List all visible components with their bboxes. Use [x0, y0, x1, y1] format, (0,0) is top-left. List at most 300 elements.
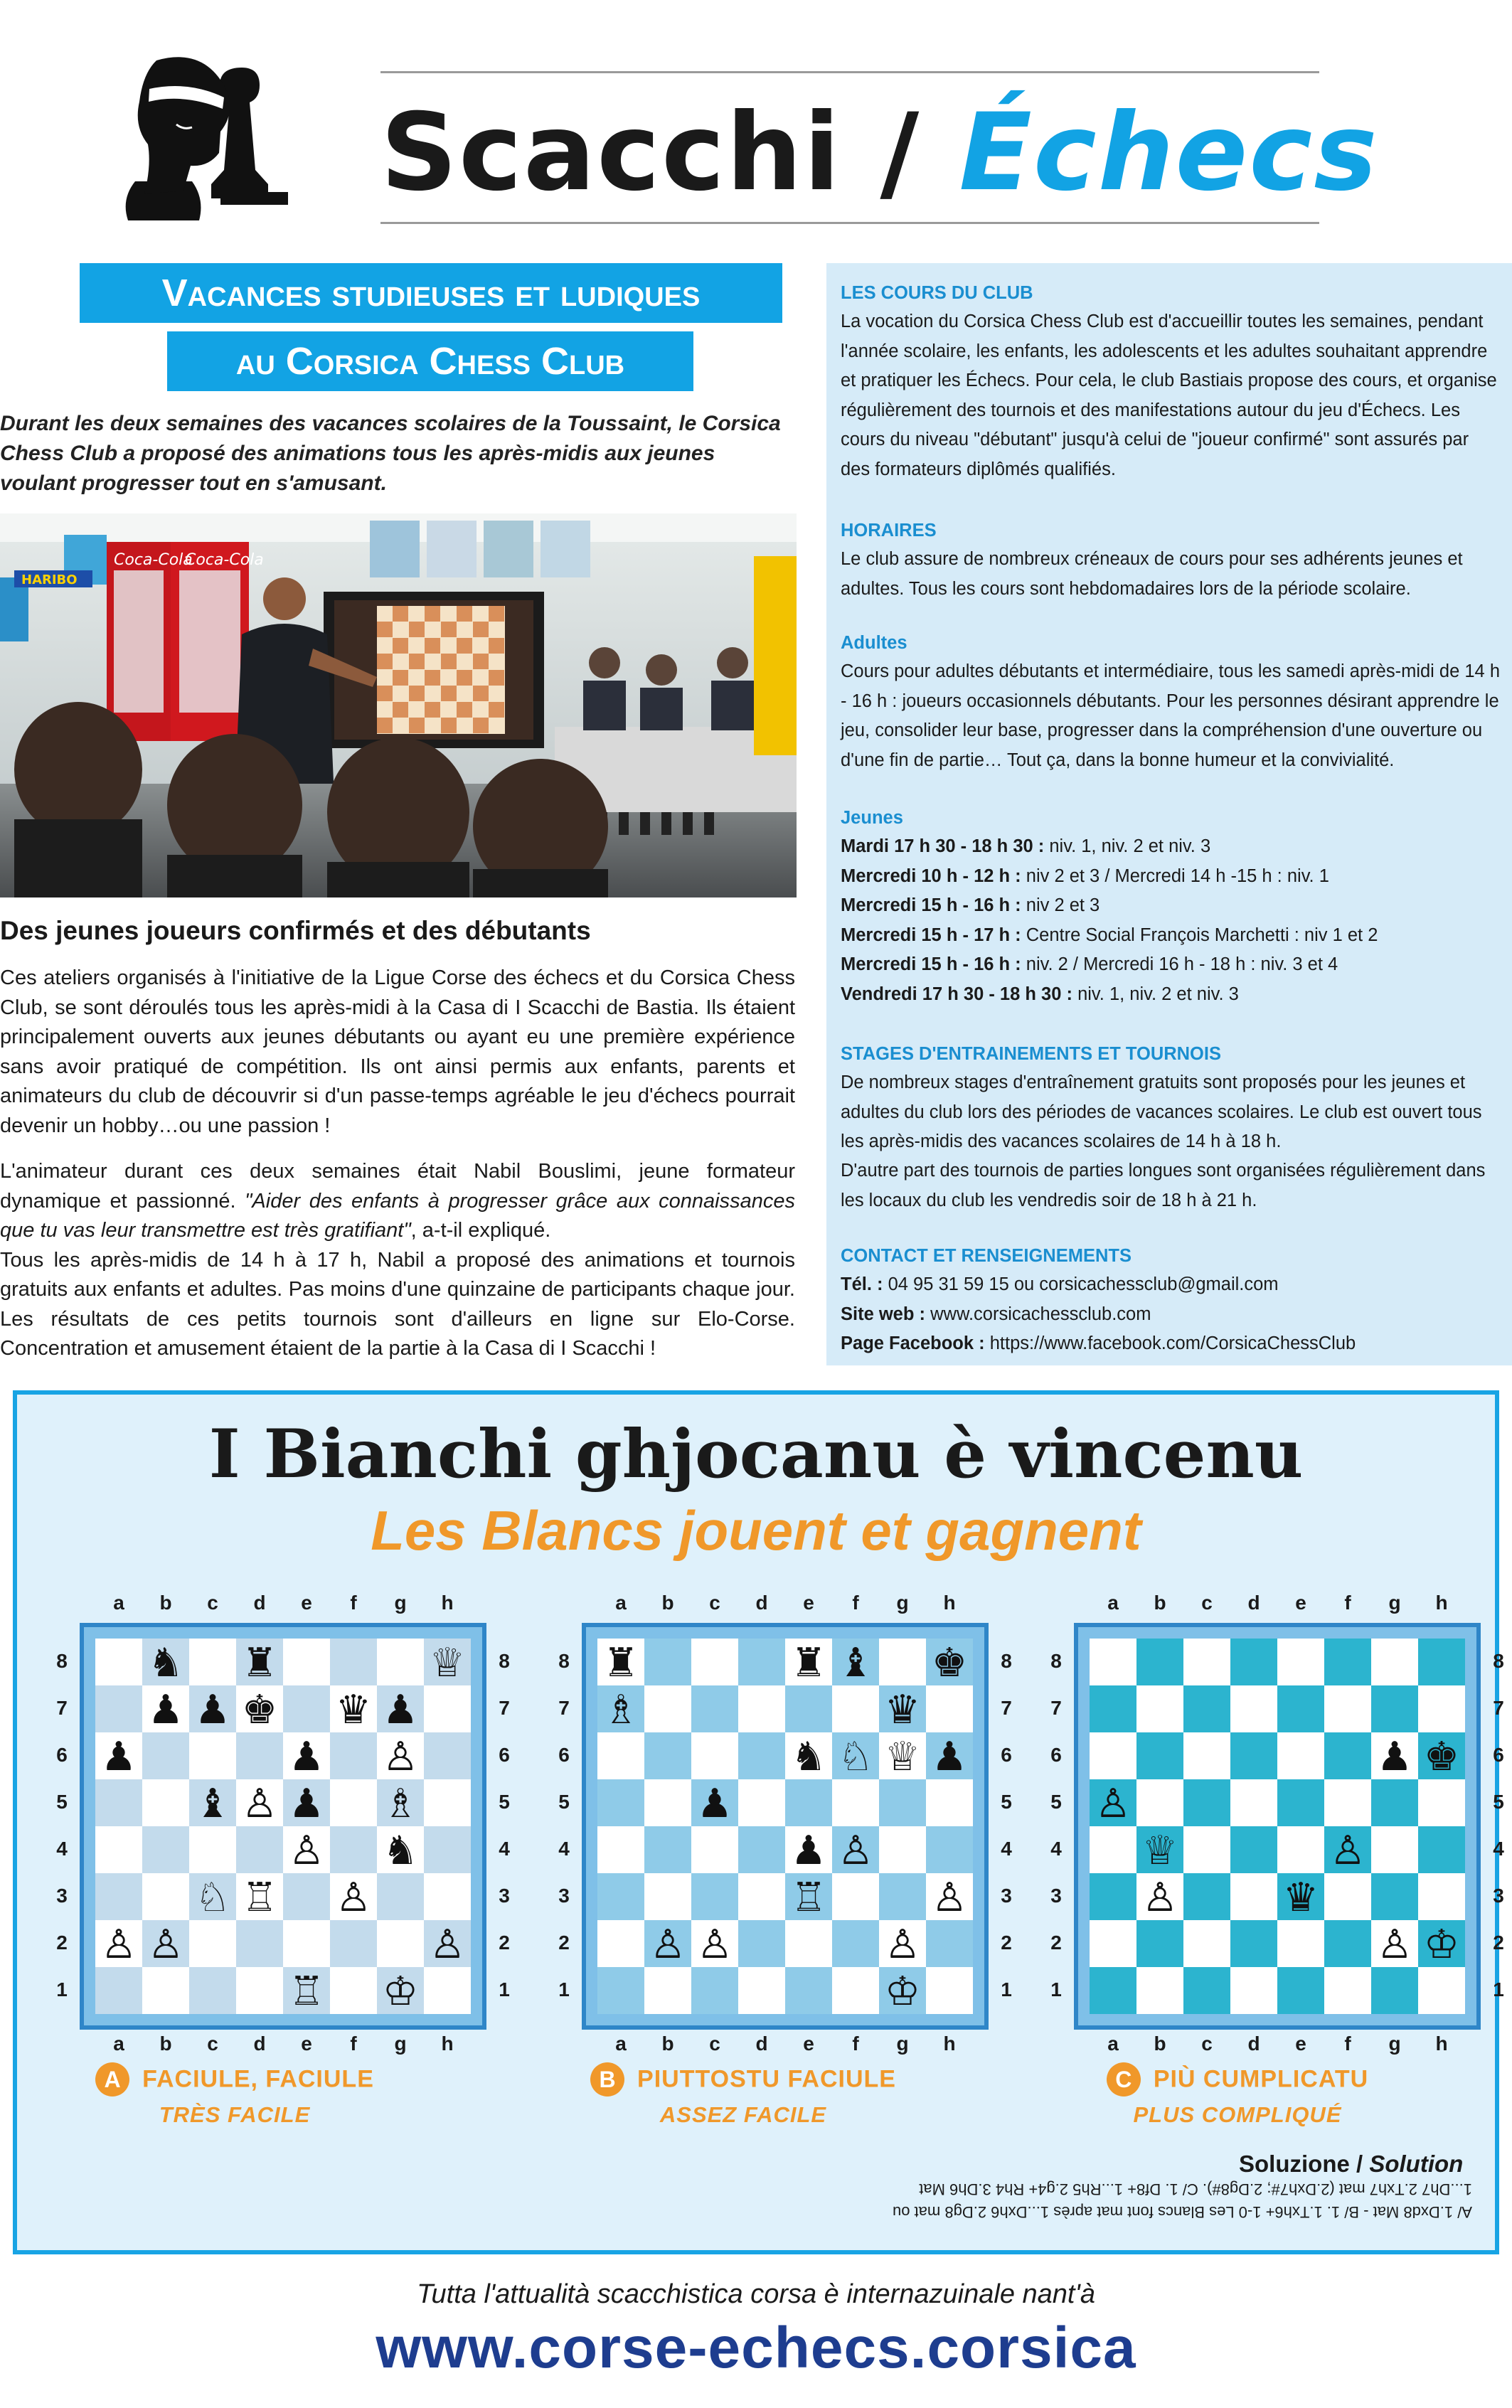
puzzle-caption-c [1088, 2062, 1387, 2128]
board-square[interactable] [1277, 1779, 1324, 1826]
white-queen-icon[interactable]: ♕ [884, 1733, 921, 1780]
board-square[interactable] [95, 1685, 142, 1732]
black-pawn-icon[interactable]: ♟ [288, 1733, 325, 1780]
board-square[interactable] [95, 1639, 142, 1685]
board-square[interactable] [95, 1779, 142, 1826]
board-square[interactable] [1090, 1826, 1136, 1873]
horaires-title: HORAIRES [841, 521, 937, 540]
board-square[interactable] [189, 1967, 236, 2014]
board-square[interactable] [1183, 1920, 1230, 1967]
rank-label: 8 [558, 1650, 570, 1672]
board-square[interactable] [1136, 1967, 1183, 2014]
board-square[interactable] [142, 1967, 189, 2014]
black-rook-icon[interactable]: ♜ [790, 1639, 827, 1686]
schedule-row [841, 862, 1502, 892]
black-rook-icon[interactable]: ♜ [241, 1639, 278, 1686]
rank-label: 4 [1001, 1838, 1012, 1860]
page-title [380, 91, 1379, 215]
white-king-icon[interactable]: ♔ [1423, 1921, 1460, 1968]
jeunes-title: Jeunes [841, 808, 903, 828]
board-square[interactable] [236, 1732, 283, 1779]
board-square[interactable] [424, 1826, 471, 1873]
black-pawn-icon[interactable]: ♟ [790, 1827, 827, 1874]
white-pawn-icon[interactable]: ♙ [1329, 1827, 1366, 1874]
black-knight-icon[interactable]: ♞ [790, 1733, 827, 1780]
black-queen-icon[interactable]: ♛ [884, 1686, 921, 1733]
rank-label: 5 [1493, 1791, 1504, 1813]
board-square[interactable] [1418, 1967, 1465, 2014]
white-pawn-icon[interactable]: ♙ [382, 1733, 419, 1780]
file-label: c [1201, 1592, 1213, 1614]
file-label: f [1344, 2033, 1351, 2055]
club-photo [0, 513, 797, 897]
file-label: h [1435, 2033, 1448, 2055]
board-square[interactable] [597, 1920, 644, 1967]
rank-label: 3 [1001, 1885, 1012, 1907]
board-square[interactable] [1183, 1873, 1230, 1920]
board-square[interactable] [283, 1685, 330, 1732]
black-bishop-icon[interactable]: ♝ [837, 1639, 874, 1686]
board-square[interactable] [1277, 1732, 1324, 1779]
white-knight-icon[interactable]: ♘ [194, 1874, 231, 1921]
rank-label: 3 [499, 1885, 510, 1907]
board-square[interactable] [832, 1873, 879, 1920]
black-knight-icon[interactable]: ♞ [382, 1827, 419, 1874]
file-label: b [661, 1592, 674, 1614]
file-label: g [896, 2033, 909, 2055]
jeunes-schedule [841, 832, 1502, 1009]
board-square[interactable] [236, 1826, 283, 1873]
board-square[interactable] [1136, 1732, 1183, 1779]
stages-title: STAGES D'ENTRAINEMENTS ET TOURNOIS [841, 1044, 1221, 1064]
file-label: g [394, 2033, 407, 2055]
board-square[interactable] [1183, 1826, 1230, 1873]
contact-website[interactable] [841, 1300, 1502, 1330]
file-label: f [852, 1592, 859, 1614]
board-square[interactable] [189, 1920, 236, 1967]
board-square[interactable] [1418, 1779, 1465, 1826]
board-square[interactable] [1277, 1685, 1324, 1732]
board-square[interactable] [1230, 1732, 1277, 1779]
board-square[interactable] [691, 1732, 738, 1779]
schedule-row [841, 921, 1502, 951]
header-rule-bottom [380, 222, 1319, 224]
board-square[interactable] [1230, 1779, 1277, 1826]
file-label: h [943, 1592, 956, 1614]
white-pawn-icon[interactable]: ♙ [147, 1921, 184, 1968]
rank-label: 2 [1050, 1932, 1062, 1954]
file-label: b [1154, 2033, 1166, 2055]
rank-label: 6 [56, 1744, 68, 1766]
board-square[interactable] [832, 1779, 879, 1826]
rank-label: 2 [1493, 1932, 1504, 1954]
white-pawn-icon[interactable]: ♙ [100, 1921, 137, 1968]
board-square[interactable] [330, 1639, 377, 1685]
file-label: a [113, 1592, 124, 1614]
board-square[interactable] [283, 1873, 330, 1920]
rank-label: 1 [1001, 1978, 1012, 2001]
puzzle-label-c: PIÙ CUMPLICATU [1153, 2065, 1369, 2093]
article-paragraph-1: Ces ateliers organisés à l'initiative de la Ligue Corse des échecs et du Corsica Chess Club, se sont déroulés tous les après-midi à la Casa di I Scacchi de Bastia. Ils étaient principalement ouverts aux jeunes débutants ou ayant eu une première expérience sans avoir pratiqué de compétition. Ils ont ainsi permis aux enfants, parents et animateurs du club de découvrir si d'un passe-temps agréable le jeu d'échecs pourrait devenir un hobby…ou une passion ! [0, 966, 795, 1137]
schedule-row [841, 980, 1502, 1010]
tel-label: Tél. : [841, 1274, 883, 1294]
white-rook-icon[interactable]: ♖ [790, 1874, 827, 1921]
board-square[interactable] [1230, 1826, 1277, 1873]
board-square[interactable] [1324, 1732, 1371, 1779]
board-square[interactable] [330, 1779, 377, 1826]
banner-line2-text: au Corsica Chess Club [235, 340, 625, 383]
board-square[interactable] [1090, 1685, 1136, 1732]
board-square[interactable] [691, 1826, 738, 1873]
p2-quote: "Aider des enfants à progresser grâce aux connaissances que tu vas leur transmettre est très gratifiant" [0, 1189, 796, 1242]
rank-label: 8 [499, 1650, 510, 1672]
rank-label: 7 [1001, 1697, 1012, 1719]
board-square[interactable] [644, 1779, 691, 1826]
board-square[interactable] [597, 1732, 644, 1779]
board-square[interactable] [879, 1826, 926, 1873]
board-square[interactable] [691, 1639, 738, 1685]
schedule-row [841, 891, 1502, 921]
board-square[interactable] [738, 1873, 785, 1920]
white-king-icon[interactable]: ♔ [382, 1968, 419, 2015]
board-square[interactable] [1418, 1639, 1465, 1685]
file-label: b [1154, 1592, 1166, 1614]
board-square[interactable] [1371, 1826, 1418, 1873]
white-pawn-icon[interactable]: ♙ [288, 1827, 325, 1874]
solution-title-fr: Solution [1369, 2151, 1464, 2177]
board-square[interactable] [1371, 1873, 1418, 1920]
board-square[interactable] [1090, 1639, 1136, 1685]
board-square[interactable] [424, 1779, 471, 1826]
white-pawn-icon[interactable]: ♙ [884, 1921, 921, 1968]
board-square[interactable] [283, 1920, 330, 1967]
white-pawn-icon[interactable]: ♙ [241, 1780, 278, 1827]
board-square[interactable] [1371, 1967, 1418, 2014]
board-square[interactable] [738, 1920, 785, 1967]
board-square[interactable] [738, 1732, 785, 1779]
black-pawn-icon[interactable]: ♟ [100, 1733, 137, 1780]
file-label: e [1295, 2033, 1306, 2055]
rank-label: 4 [56, 1838, 68, 1860]
board-square[interactable] [330, 1967, 377, 2014]
file-label: g [394, 1592, 407, 1614]
board-square[interactable] [1324, 1967, 1371, 2014]
board-square[interactable] [738, 1826, 785, 1873]
board-square[interactable] [1230, 1967, 1277, 2014]
board-square[interactable] [424, 1873, 471, 1920]
board-square[interactable] [424, 1732, 471, 1779]
board-square[interactable] [644, 1639, 691, 1685]
white-rook-icon[interactable]: ♖ [241, 1874, 278, 1921]
rank-label: 1 [558, 1978, 570, 2001]
article-intro: Durant les deux semaines des vacances scolaires de la Toussaint, le Corsica Chess Club a proposé des animations tous les après-midis aux jeunes voulant progresser tout en s'amusant. [0, 412, 781, 495]
black-rook-icon[interactable]: ♜ [602, 1639, 639, 1686]
black-pawn-icon[interactable]: ♟ [194, 1686, 231, 1733]
white-queen-icon[interactable]: ♕ [1141, 1827, 1178, 1874]
file-label: h [441, 1592, 454, 1614]
board-square[interactable] [1230, 1639, 1277, 1685]
board-square[interactable] [597, 1779, 644, 1826]
board-square[interactable] [1183, 1685, 1230, 1732]
board-square[interactable] [926, 1967, 973, 2014]
rank-label: 7 [499, 1697, 510, 1719]
board-square[interactable] [1418, 1826, 1465, 1873]
footer-url-link[interactable]: www.corse-echecs.corsica [376, 2316, 1136, 2380]
contact-title: CONTACT ET RENSEIGNEMENTS [841, 1246, 1132, 1266]
rank-label: 5 [1001, 1791, 1012, 1813]
file-label: e [803, 1592, 814, 1614]
board-square[interactable] [785, 1967, 832, 2014]
file-label: d [1247, 1592, 1260, 1614]
black-queen-icon[interactable]: ♛ [1282, 1874, 1319, 1921]
article-paragraph-2 [0, 1157, 795, 1364]
chessboard-b [582, 1623, 989, 2030]
board-square[interactable] [738, 1967, 785, 2014]
file-label: f [350, 1592, 357, 1614]
board-square[interactable] [1136, 1779, 1183, 1826]
title-accent: Échecs [959, 91, 1379, 215]
board-square[interactable] [1277, 1826, 1324, 1873]
board-square[interactable] [644, 1873, 691, 1920]
board-square[interactable] [738, 1685, 785, 1732]
rank-label: 5 [499, 1791, 510, 1813]
black-king-icon[interactable]: ♚ [931, 1639, 968, 1686]
board-square[interactable] [1230, 1685, 1277, 1732]
board-square[interactable] [236, 1920, 283, 1967]
rank-label: 1 [499, 1978, 510, 2001]
board-square[interactable] [1418, 1873, 1465, 1920]
file-label: d [755, 2033, 768, 2055]
white-bishop-icon[interactable]: ♗ [382, 1780, 419, 1827]
white-pawn-icon[interactable]: ♙ [1141, 1874, 1178, 1921]
board-square[interactable] [1324, 1639, 1371, 1685]
board-square[interactable] [1371, 1779, 1418, 1826]
puzzle-label-a: FACIULE, FACIULE [142, 2065, 374, 2093]
file-label: b [661, 2033, 674, 2055]
white-pawn-icon[interactable]: ♙ [931, 1874, 968, 1921]
white-pawn-icon[interactable]: ♙ [429, 1921, 466, 1968]
web-value: www.corsicachessclub.com [925, 1304, 1151, 1324]
rank-label: 3 [1493, 1885, 1504, 1907]
black-pawn-icon[interactable]: ♟ [1376, 1733, 1413, 1780]
board-square[interactable] [1183, 1639, 1230, 1685]
board-square[interactable] [283, 1639, 330, 1685]
black-king-icon[interactable]: ♚ [241, 1686, 278, 1733]
board-square[interactable] [377, 1920, 424, 1967]
board-square[interactable] [785, 1920, 832, 1967]
board-square[interactable] [236, 1967, 283, 2014]
board-square[interactable] [1324, 1873, 1371, 1920]
file-label: d [253, 1592, 266, 1614]
file-label: f [852, 2033, 859, 2055]
adultes-title: Adultes [841, 633, 907, 653]
board-square[interactable] [377, 1873, 424, 1920]
rank-label: 4 [558, 1838, 570, 1860]
black-pawn-icon[interactable]: ♟ [288, 1780, 325, 1827]
file-label: a [113, 2033, 124, 2055]
board-square[interactable] [1418, 1685, 1465, 1732]
board-square[interactable] [1324, 1685, 1371, 1732]
board-square[interactable] [879, 1639, 926, 1685]
board-square[interactable] [95, 1967, 142, 2014]
board-square[interactable] [1371, 1639, 1418, 1685]
rank-label: 8 [1001, 1650, 1012, 1672]
white-pawn-icon[interactable]: ♙ [696, 1921, 733, 1968]
board-square[interactable] [1090, 1920, 1136, 1967]
schedule-levels: niv. 2 / Mercredi 16 h - 18 h : niv. 3 et 4 [1021, 954, 1338, 974]
board-square[interactable] [1183, 1779, 1230, 1826]
board-square[interactable] [691, 1967, 738, 2014]
rank-label: 2 [1001, 1932, 1012, 1954]
white-pawn-icon[interactable]: ♙ [1095, 1780, 1132, 1827]
footer-tagline: Tutta l'attualità scacchistica corsa è internazuinale nant'à [417, 2279, 1095, 2309]
schedule-day: Mercredi 15 h - 17 h : [841, 925, 1021, 945]
black-bishop-icon[interactable]: ♝ [194, 1780, 231, 1827]
board-square[interactable] [330, 1920, 377, 1967]
board-square[interactable] [1277, 1639, 1324, 1685]
board-square[interactable] [691, 1873, 738, 1920]
black-pawn-icon[interactable]: ♟ [147, 1686, 184, 1733]
black-pawn-icon[interactable]: ♟ [931, 1733, 968, 1780]
board-square[interactable] [832, 1685, 879, 1732]
board-square[interactable] [424, 1685, 471, 1732]
white-pawn-icon[interactable]: ♙ [1376, 1921, 1413, 1968]
white-rook-icon[interactable]: ♖ [288, 1968, 325, 2015]
board-square[interactable] [1183, 1967, 1230, 2014]
board-square[interactable] [879, 1873, 926, 1920]
board-square[interactable] [644, 1967, 691, 2014]
board-square[interactable] [597, 1873, 644, 1920]
board-square[interactable] [1136, 1639, 1183, 1685]
board-square[interactable] [95, 1873, 142, 1920]
board-square[interactable] [691, 1685, 738, 1732]
board-square[interactable] [1324, 1779, 1371, 1826]
board-square[interactable] [189, 1639, 236, 1685]
board-square[interactable] [832, 1967, 879, 2014]
black-king-icon[interactable]: ♚ [1423, 1733, 1460, 1780]
board-square[interactable] [142, 1732, 189, 1779]
white-pawn-icon[interactable]: ♙ [649, 1921, 686, 1968]
schedule-day: Mercredi 10 h - 12 h : [841, 865, 1021, 886]
board-square[interactable] [644, 1685, 691, 1732]
cours-text: La vocation du Corsica Chess Club est d'accueillir toutes les semaines, pendant l'année scolaire, les enfants, les adolescents et les adultes souhaitant apprendre et pratiquer les Échecs. Pour cela, le club Bastiais propose des cours, et organise régulièrement des tournois et des manifestations autour du jeu d'Échecs. Les cours du niveau "débutant" jusqu'à celui de "joueur confirmé" sont assurés par des formateurs diplômés qualifiés. [841, 311, 1497, 479]
board-square[interactable] [1230, 1920, 1277, 1967]
board-square[interactable] [1090, 1732, 1136, 1779]
file-label: g [896, 1592, 909, 1614]
white-pawn-icon[interactable]: ♙ [335, 1874, 372, 1921]
board-square[interactable] [1183, 1732, 1230, 1779]
fb-value: https://www.facebook.com/CorsicaChessClub [984, 1333, 1356, 1353]
board-square[interactable] [597, 1826, 644, 1873]
white-pawn-icon[interactable]: ♙ [837, 1827, 874, 1874]
photo-haribo-sign: HARIBO [21, 572, 78, 587]
board-square[interactable] [1277, 1967, 1324, 2014]
contact-phone[interactable] [841, 1270, 1502, 1300]
board-square[interactable] [926, 1920, 973, 1967]
board-square[interactable] [1324, 1920, 1371, 1967]
black-pawn-icon[interactable]: ♟ [382, 1686, 419, 1733]
file-label: b [159, 1592, 172, 1614]
board-square[interactable] [879, 1779, 926, 1826]
puzzle-label-fr-a: TRÈS FACILE [159, 2102, 311, 2127]
file-label: e [803, 2033, 814, 2055]
title-main: Scacchi / [380, 91, 959, 215]
rank-label: 2 [56, 1932, 68, 1954]
board-square[interactable] [1136, 1685, 1183, 1732]
rank-label: 6 [1050, 1744, 1062, 1766]
puzzle-label-fr-c: PLUS COMPLIQUÉ [1133, 2102, 1342, 2127]
article-banner-line1 [80, 263, 782, 323]
board-square[interactable] [424, 1967, 471, 2014]
web-label: Site web : [841, 1304, 926, 1324]
board-square[interactable] [785, 1779, 832, 1826]
board-square[interactable] [926, 1779, 973, 1826]
board-square[interactable] [785, 1685, 832, 1732]
board-square[interactable] [738, 1639, 785, 1685]
photo-cola-sign: Coca-Cola [114, 551, 193, 569]
p2-intro-text: L'animateur durant ces deux semaines était Nabil Bouslimi, jeune formateur dynamique et passionné. [0, 1160, 795, 1213]
file-label: f [1344, 1592, 1351, 1614]
schedule-day: Mardi 17 h 30 - 18 h 30 : [841, 836, 1045, 856]
rank-label: 6 [558, 1744, 570, 1766]
board-square[interactable] [189, 1826, 236, 1873]
board-square[interactable] [330, 1826, 377, 1873]
board-square[interactable] [1371, 1685, 1418, 1732]
board-square[interactable] [1230, 1873, 1277, 1920]
puzzle-caption-b [580, 2062, 907, 2128]
board-square[interactable] [1277, 1920, 1324, 1967]
board-square[interactable] [926, 1685, 973, 1732]
file-label: a [1107, 1592, 1119, 1614]
article-paragraph-3: Tous les après-midis de 14 h à 17 h, Nabil a proposé des animations et tournois gratuits aux enfants et adultes. Pas moins d'une quinzaine de participants chaque jour. Les résultats de ces petits tournois sont d'ailleurs en ligne sur Elo-Corse. Concentration et amusement étaient de la partie à la Casa di I Scacchi ! [0, 1248, 795, 1360]
puzzle-title: I Bianchi ghjocanu è vincenu [208, 1415, 1304, 1493]
white-king-icon[interactable]: ♔ [884, 1968, 921, 2015]
board-square[interactable] [1090, 1873, 1136, 1920]
board-square[interactable] [1136, 1920, 1183, 1967]
white-bishop-icon[interactable]: ♗ [602, 1686, 639, 1733]
solution-line-1: A/ 1.Dxd8 Mat - B/ 1. 1.Txh6+ 1-0 Les Blancs font mat après 1...Dxh6 2.Dg8 mat ou [892, 2203, 1472, 2221]
white-knight-icon[interactable]: ♘ [837, 1733, 874, 1780]
board-square[interactable] [644, 1732, 691, 1779]
board-square[interactable] [95, 1826, 142, 1873]
board-square[interactable] [330, 1732, 377, 1779]
board-square[interactable] [142, 1826, 189, 1873]
board-square[interactable] [189, 1732, 236, 1779]
board-square[interactable] [926, 1826, 973, 1873]
contact-facebook[interactable] [841, 1329, 1502, 1359]
board-square[interactable] [377, 1639, 424, 1685]
stages-text-1: De nombreux stages d'entraînement gratuits sont proposés pour les jeunes et adultes du club lors des périodes de vacances scolaires. Le club est ouvert tous les après-midis des vacances scolaires de 14 h à 18 h. [841, 1072, 1482, 1151]
board-square[interactable] [142, 1873, 189, 1920]
rank-label: 2 [499, 1932, 510, 1954]
board-square[interactable] [738, 1779, 785, 1826]
board-square[interactable] [832, 1920, 879, 1967]
file-label: e [301, 1592, 312, 1614]
board-square[interactable] [1090, 1967, 1136, 2014]
rank-label: 3 [558, 1885, 570, 1907]
board-square[interactable] [644, 1826, 691, 1873]
board-square[interactable] [597, 1967, 644, 2014]
file-label: d [1247, 2033, 1260, 2055]
black-knight-icon[interactable]: ♞ [147, 1639, 184, 1686]
black-pawn-icon[interactable]: ♟ [696, 1780, 733, 1827]
contact-details [841, 1270, 1502, 1359]
file-label: h [441, 2033, 454, 2055]
board-square[interactable] [142, 1779, 189, 1826]
black-queen-icon[interactable]: ♛ [335, 1686, 372, 1733]
white-queen-icon[interactable]: ♕ [429, 1639, 466, 1686]
file-label: c [1201, 2033, 1213, 2055]
